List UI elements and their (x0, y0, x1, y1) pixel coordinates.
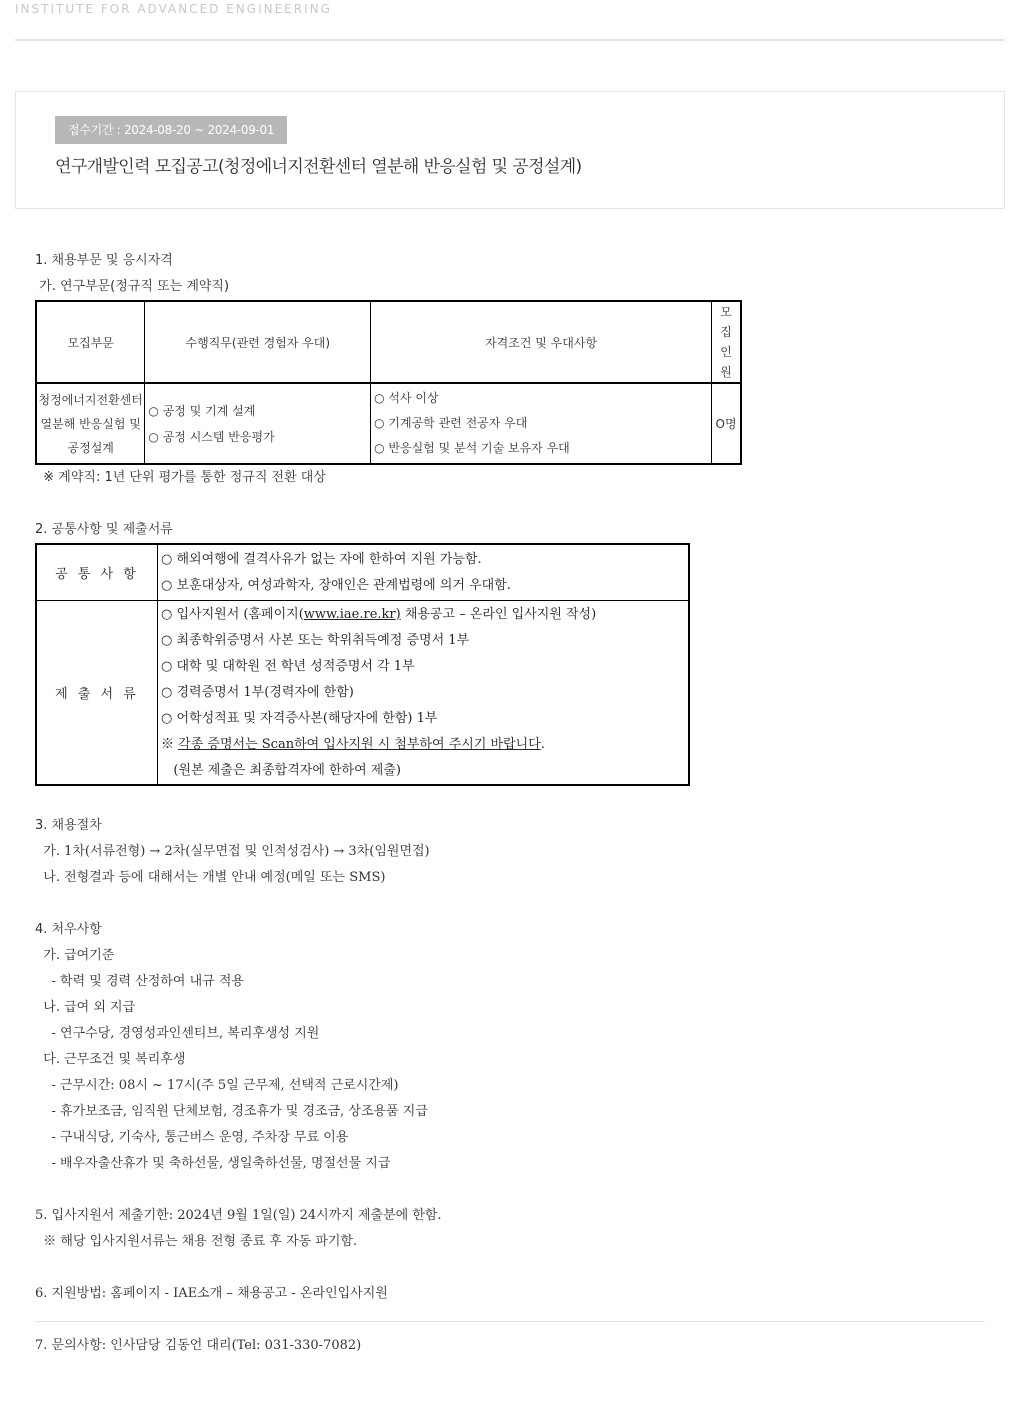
spacer (35, 1255, 985, 1281)
qualification-item: ○ 기계공학 관련 전공자 우대 (374, 416, 528, 430)
qualification-item: ○ 반응실험 및 분석 기술 보유자 우대 (374, 441, 570, 455)
section1-subheading: 가. 연구부문(정규직 또는 계약직) (35, 279, 230, 294)
procedure-item: 나. 전형결과 등에 대해서는 개별 안내 예정(메일 또는 SMS) (35, 870, 386, 885)
common-item: ○ 보훈대상자, 여성과학자, 장애인은 관계법령에 의거 우대함. (161, 577, 511, 593)
requirements-table (35, 543, 690, 786)
document-item (161, 602, 685, 628)
qualification-item: ○ 석사 이상 (374, 391, 439, 405)
benefit-item: - 구내식당, 기숙사, 통근버스 운영, 주차장 무료 이용 (35, 1130, 349, 1145)
institute-subtitle: INSTITUTE FOR ADVANCED ENGINEERING (15, 2, 332, 16)
division-line: 공정설계 (67, 440, 114, 455)
spacer (35, 491, 985, 517)
benefit-item: 가. 급여기준 (35, 948, 115, 963)
documents-items (158, 601, 690, 786)
homepage-link[interactable]: www.iae.re.kr) (303, 606, 401, 622)
document-item-text: ○ 입사지원서 (홈페이지( (161, 606, 304, 622)
spacer (35, 1307, 985, 1333)
documents-label: 제 출 서 류 (36, 601, 158, 786)
note-mark: ※ (161, 736, 179, 752)
section7-heading: 7. 문의사항: 인사담당 김동언 대리(Tel: 031-330-7082) (35, 1338, 362, 1353)
spacer (35, 786, 985, 813)
header-division: 모집부문 (36, 301, 145, 383)
deadline-note: ※ 해당 입사지원서류는 채용 전형 종료 후 자동 파기함. (35, 1234, 358, 1249)
benefit-item: - 휴가보조금, 임직원 단체보험, 경조휴가 및 경조금, 상조용품 지급 (35, 1104, 428, 1119)
division-line: 열분해 반응실험 및 (40, 416, 141, 431)
common-row (36, 544, 689, 601)
header-divider (15, 39, 1005, 41)
division-line: 청정에너지전환센터 (38, 392, 143, 407)
contract-note: ※ 계약직: 1년 단위 평가를 통한 정규직 전환 대상 (35, 470, 326, 485)
original-note: (원본 제출은 최종합격자에 한하여 제출) (161, 762, 401, 778)
benefit-item: - 근무시간: 08시 ~ 17시(주 5일 근무제, 선택적 근로시간제) (35, 1078, 399, 1093)
duty-item: ○ 공정 및 기계 설계 (148, 403, 256, 418)
notice-body (35, 248, 985, 1359)
spacer (35, 891, 985, 917)
cell-division (36, 383, 145, 464)
recruitment-table (35, 300, 742, 465)
cell-qualifications (371, 383, 712, 464)
notice-summary-box (15, 91, 1005, 209)
benefit-item: 나. 급여 외 지급 (35, 1000, 136, 1015)
benefit-item: - 배우자출산휴가 및 축하선물, 생일축하선물, 명절선물 지급 (35, 1156, 391, 1171)
document-item-text: 채용공고 – 온라인 입사지원 작성) (400, 606, 597, 622)
scan-note (161, 732, 685, 758)
cell-duties (145, 383, 371, 464)
spacer (35, 1177, 985, 1203)
header-count (712, 301, 741, 383)
section4-heading: 4. 처우사항 (35, 922, 102, 937)
benefit-item: - 학력 및 경력 산정하여 내규 적용 (35, 974, 244, 989)
section6-heading: 6. 지원방법: 홈페이지 - IAE소개 – 채용공고 - 온라인입사지원 (35, 1286, 388, 1301)
header-count-line2: 인원 (720, 345, 732, 379)
common-item: ○ 해외여행에 결격사유가 없는 자에 한하여 지원 가능함. (161, 551, 482, 567)
notice-title: 연구개발인력 모집공고(청정에너지전환센터 열분해 반응실험 및 공정설계) (55, 157, 582, 177)
document-item: ○ 최종학위증명서 사본 또는 학위취득예정 증명서 1부 (161, 632, 470, 648)
recruitment-table-row (36, 383, 741, 464)
header-count-line1: 모집 (720, 305, 732, 339)
section2-heading: 2. 공통사항 및 제출서류 (35, 522, 173, 537)
header-duties: 수행직무(관련 경험자 우대) (145, 301, 371, 383)
scan-note-text: 각종 증명서는 Scan하여 입사지원 시 첨부하여 주시기 바랍니다 (178, 736, 541, 752)
note-period: . (540, 736, 545, 752)
section1-heading: 1. 채용부문 및 응시자격 (35, 253, 173, 268)
cell-count: O명 (712, 383, 741, 464)
document-item: ○ 어학성적표 및 자격증사본(해당자에 한함) 1부 (161, 710, 438, 726)
duty-item: ○ 공정 시스템 반응평가 (148, 429, 275, 444)
recruitment-table-header (36, 301, 741, 383)
documents-row (36, 601, 689, 786)
content-bottom-divider (35, 1321, 985, 1322)
procedure-item: 가. 1차(서류전형) → 2차(실무면접 및 인적성검사) → 3차(임원면접) (35, 844, 430, 859)
common-items (158, 544, 690, 601)
document-item: ○ 경력증명서 1부(경력자에 한함) (161, 684, 354, 700)
section3-heading: 3. 채용절차 (35, 818, 102, 833)
application-period-badge: 접수기간 : 2024-08-20 ~ 2024-09-01 (55, 116, 287, 144)
common-label: 공 통 사 항 (36, 544, 158, 601)
benefit-item: 다. 근무조건 및 복리후생 (35, 1052, 186, 1067)
section5-heading: 5. 입사지원서 제출기한: 2024년 9월 1일(일) 24시까지 제출분에 한함. (35, 1208, 442, 1223)
header-qualifications: 자격조건 및 우대사항 (371, 301, 712, 383)
benefit-item: - 연구수당, 경영성과인센티브, 복리후생성 지원 (35, 1026, 320, 1041)
document-item: ○ 대학 및 대학원 전 학년 성적증명서 각 1부 (161, 658, 415, 674)
